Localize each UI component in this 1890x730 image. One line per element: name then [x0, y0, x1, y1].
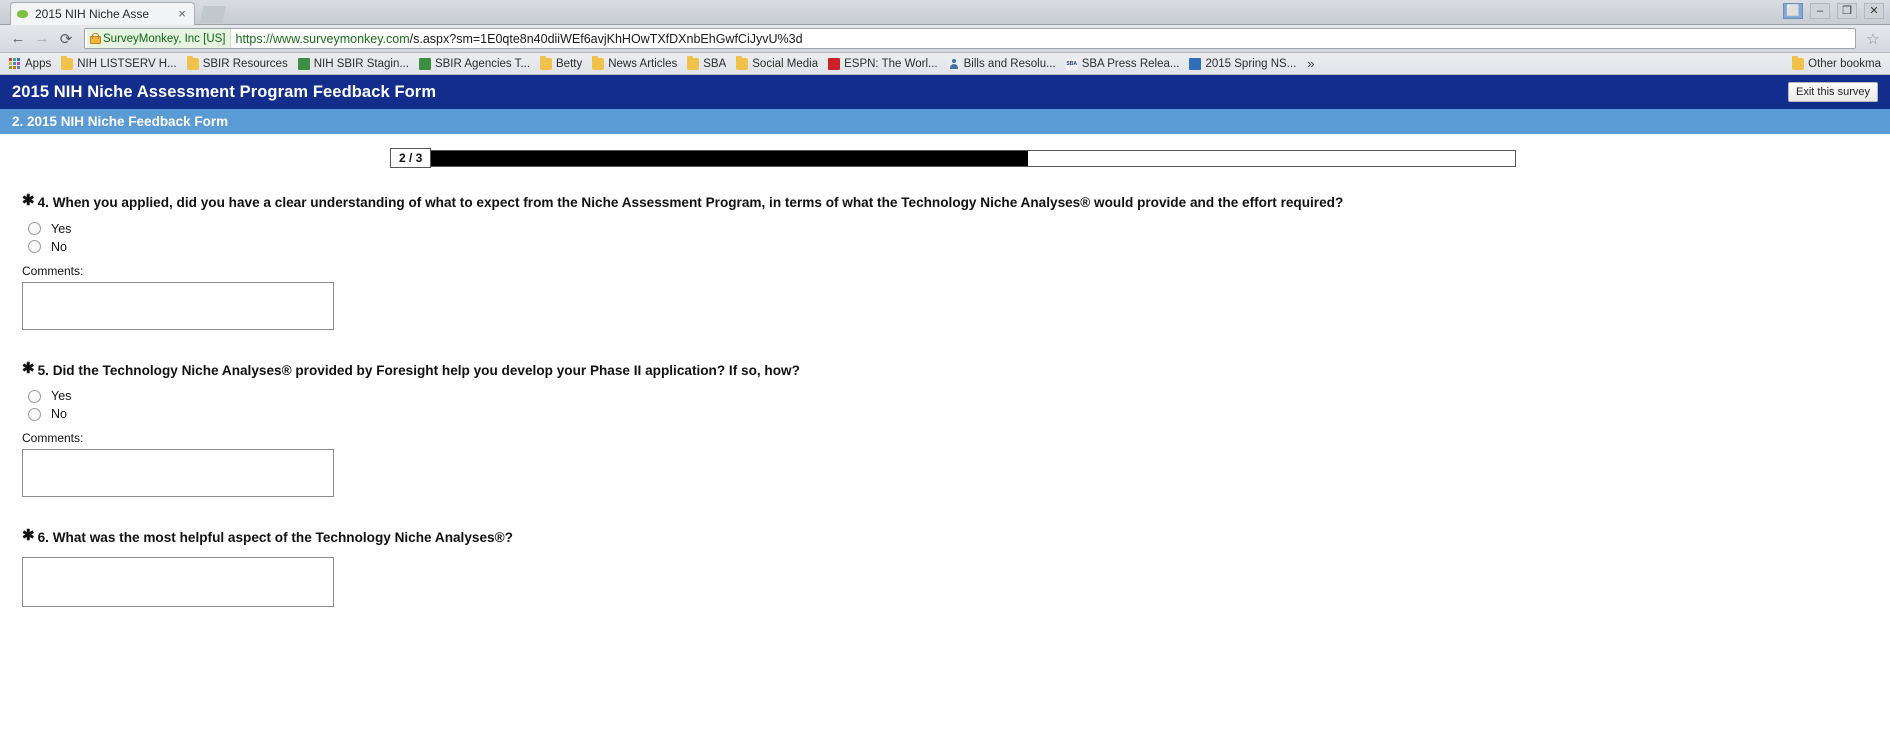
blue-page-icon [1189, 58, 1201, 70]
forward-icon[interactable]: → [34, 30, 50, 47]
tab-strip [0, 0, 1890, 25]
bookmark-sba[interactable] [682, 54, 731, 73]
folder-icon [540, 58, 552, 70]
maximize-button[interactable]: ❐ [1837, 3, 1857, 19]
question-text-5 [22, 359, 1890, 380]
question-number: 5. [37, 362, 49, 378]
question-block-4 [0, 194, 1890, 330]
question-body: When you applied, did you have a clear understanding of what to expect from the Niche Assessment Program, in terms of what the Technology Niche Analyses® would provide and the effort required? [52, 195, 1344, 210]
sba-icon: SBA [1066, 58, 1078, 70]
green-page-icon [298, 58, 310, 70]
person-icon [948, 58, 960, 70]
bookmark-label: SBIR Resources [202, 57, 288, 70]
bookmark-label: Social Media [752, 57, 819, 70]
new-tab-button[interactable] [200, 6, 226, 23]
comments-input-5[interactable] [22, 449, 334, 497]
reload-icon[interactable]: ⟳ [59, 30, 73, 48]
bookmark-sbir-agencies[interactable] [414, 54, 535, 73]
comments-label-4: Comments: [22, 263, 84, 278]
bookmark-label: 2015 Spring NS... [1205, 57, 1297, 70]
bookmark-label: SBA [703, 57, 727, 70]
bookmark-label: Betty [556, 57, 583, 70]
monkey-favicon [16, 7, 30, 21]
back-icon[interactable]: ← [10, 30, 26, 47]
folder-icon [1792, 58, 1804, 70]
bookmark-betty[interactable] [535, 54, 587, 73]
radio-label: No [51, 407, 67, 422]
radio-label: No [51, 239, 67, 254]
exit-survey-button[interactable]: Exit this survey [1788, 82, 1878, 102]
question-body: What was the most helpful aspect of the Technology Niche Analyses®? [52, 530, 513, 546]
survey-section-title: 2. 2015 NIH Niche Feedback Form [0, 109, 1890, 134]
spacer [0, 497, 1890, 511]
bookmark-label: News Articles [608, 57, 678, 70]
radio-label: Yes [51, 221, 72, 236]
radio-label: Yes [51, 389, 72, 404]
address-bar[interactable] [84, 28, 1856, 49]
navigation-bar [0, 25, 1890, 53]
bookmark-label: Bills and Resolu... [963, 57, 1056, 70]
bookmark-2015-spring-ns[interactable] [1184, 54, 1301, 73]
bookmark-label: Apps [25, 57, 52, 70]
answer-input-6[interactable] [22, 557, 334, 607]
question-text-4 [22, 194, 1890, 212]
progress-indicator [0, 134, 1890, 176]
question-text-6 [22, 529, 1890, 547]
lock-icon [90, 33, 99, 44]
bookmark-sba-press-releases[interactable] [1061, 54, 1185, 73]
radio-button[interactable] [28, 390, 41, 403]
page-title: 2015 NIH Niche Assessment Program Feedback Form [12, 82, 437, 101]
comments-input-4[interactable] [22, 282, 334, 330]
survey-page [0, 75, 1890, 607]
bookmark-label: Other bookma [1808, 57, 1881, 70]
folder-icon [736, 58, 748, 70]
site-identity-label: SurveyMonkey, Inc [US] [103, 32, 226, 45]
bookmark-label: NIH SBIR Stagin... [313, 57, 409, 70]
comments-label-5: Comments: [22, 431, 84, 446]
radio-button[interactable] [28, 240, 41, 253]
browser-chrome [0, 0, 1890, 75]
bookmark-label: ESPN: The Worl... [844, 57, 938, 70]
bookmark-espn[interactable] [823, 54, 943, 73]
progress-label: 2 / 3 [390, 148, 431, 168]
bookmark-nih-listserv[interactable] [56, 54, 181, 73]
bookmarks-bar [0, 53, 1890, 75]
bookmark-social-media[interactable] [731, 54, 823, 73]
bookmark-bills-and-resolutions[interactable] [943, 54, 1061, 73]
espn-icon [828, 58, 840, 70]
site-identity-badge[interactable] [87, 29, 231, 48]
folder-icon [187, 58, 199, 70]
url-host: https://www.surveymonkey.com [235, 31, 410, 46]
folder-icon [592, 58, 604, 70]
required-marker: ✱ [22, 192, 35, 209]
question-block-5 [0, 359, 1890, 498]
window-extra-button[interactable]: ⬜ [1783, 3, 1803, 19]
url-path: /s.aspx?sm=1E0qte8n40diiWEf6avjKhHOwTXfDXnbEhGwfCiJyvU%3d [409, 31, 803, 46]
green-page-icon [419, 58, 431, 70]
radio-option-no-5[interactable] [22, 407, 1890, 421]
question-number: 6. [37, 530, 49, 546]
folder-icon [61, 58, 73, 70]
apps-grid-icon [9, 58, 21, 70]
progress-fill [431, 151, 1027, 166]
close-window-button[interactable]: ✕ [1864, 3, 1884, 19]
other-bookmarks-folder[interactable] [1787, 54, 1886, 73]
survey-header [0, 75, 1890, 109]
required-marker: ✱ [22, 359, 35, 377]
close-tab-icon[interactable]: × [178, 6, 186, 21]
radio-button[interactable] [28, 222, 41, 235]
required-marker: ✱ [22, 527, 35, 545]
radio-button[interactable] [28, 408, 41, 421]
radio-option-yes-5[interactable] [22, 389, 1890, 403]
bookmark-sbir-resources[interactable] [182, 54, 293, 73]
bookmark-star-icon[interactable]: ☆ [1866, 30, 1880, 48]
window-controls [1783, 3, 1884, 19]
radio-option-yes-4[interactable] [22, 222, 1890, 236]
bookmark-label: SBA Press Relea... [1081, 57, 1180, 70]
tab-title: 2015 NIH Niche Asse [35, 7, 150, 21]
bookmark-label: SBIR Agencies T... [434, 57, 530, 70]
radio-option-no-4[interactable] [22, 240, 1890, 254]
bookmark-news-articles[interactable] [587, 54, 682, 73]
question-block-6 [0, 529, 1890, 607]
bookmarks-overflow-icon[interactable]: » [1307, 56, 1315, 71]
spacer [0, 330, 1890, 344]
bookmark-apps[interactable] [4, 54, 56, 73]
minimize-button[interactable]: – [1810, 3, 1830, 19]
bookmark-nih-sbir-staging[interactable] [293, 54, 414, 73]
question-number: 4. [37, 195, 49, 210]
url-text [236, 32, 803, 46]
question-body: Did the Technology Niche Analyses® provided by Foresight help you develop your Phase II application? If so, how? [52, 362, 800, 378]
bookmark-label: NIH LISTSERV H... [77, 57, 177, 70]
folder-icon [687, 58, 699, 70]
browser-tab[interactable] [10, 2, 195, 25]
progress-track [431, 150, 1516, 167]
